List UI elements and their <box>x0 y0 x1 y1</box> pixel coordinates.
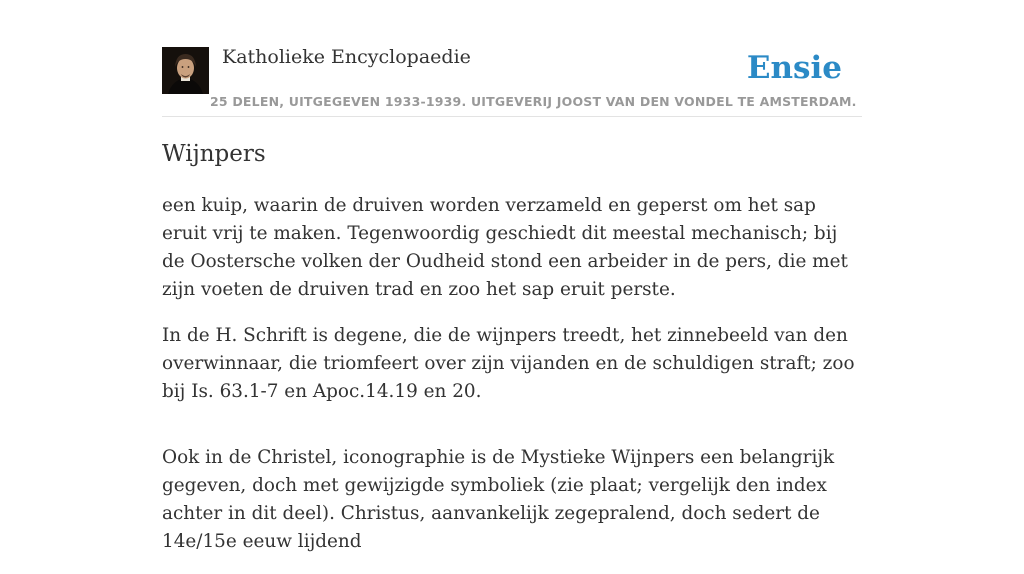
article-paragraph: In de H. Schrift is degene, die de wijnpers treedt, het zinnebeeld van den overwinnaar, die triomfeert over zijn vijanden en de schuldigen straft; zoo bij Is. 63.1-7 en Apoc.14.19 en 20. <box>162 325 855 402</box>
site-title[interactable]: Katholieke Encyclopaedie <box>222 46 471 68</box>
article-paragraph: Ook in de Christel, iconographie is de Mystieke Wijnpers een belangrijk gegeven, doch met gewijzigde symboliek (zie plaat; vergelijk den index achter in dit deel). Christus, aanvankelijk zegepralend, doch sedert de 14e/15e eeuw lijdend <box>162 447 835 552</box>
ensie-logo-link[interactable]: Ensie <box>746 50 842 86</box>
article <box>162 138 862 574</box>
article-paragraph: een kuip, waarin de druiven worden verzameld en geperst om het sap eruit vrij te maken. Tegenwoordig geschiedt dit meestal mechanisch; bij de Oostersche volken der Oudheid stond een arbeider in de pers, die met zijn voeten de druiven trad en zoo het sap eruit perste. <box>162 195 848 300</box>
site-subtitle: 25 DELEN, UITGEGEVEN 1933-1939. UITGEVERIJ JOOST VAN DEN VONDEL TE AMSTERDAM. <box>210 94 857 109</box>
site-header <box>162 44 862 117</box>
article-title: Wijnpers <box>162 141 266 167</box>
portrait-avatar-icon[interactable] <box>162 47 209 94</box>
